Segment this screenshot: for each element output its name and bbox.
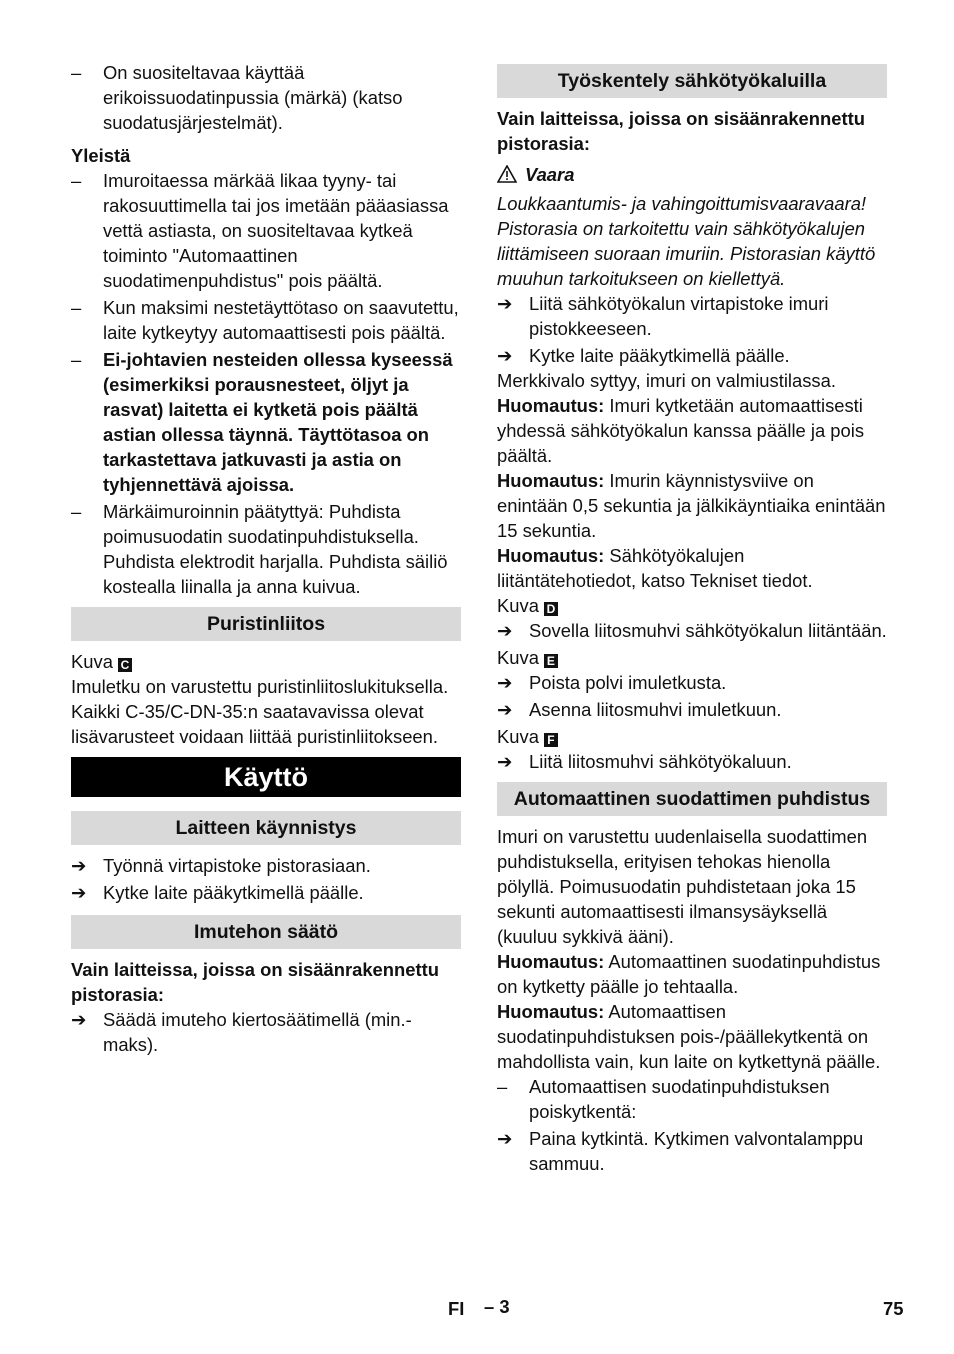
note-paragraph: Huomautus: Automaattinen suodatinpuhdistus on kytketty päälle jo tehtaalla.	[497, 951, 881, 997]
note-paragraph: Huomautus: Imuri kytketään automaattisesti yhdessä sähkötyökalun kanssa päälle ja pois päältä.	[497, 395, 865, 466]
list-item: – Automaattisen suodatinpuhdistuksen poiskytkentä:	[497, 1076, 830, 1122]
figure-reference: Kuva F	[497, 724, 887, 749]
imutehon-note: Vain laitteissa, joissa on sisäänrakennettu pistorasia:	[71, 959, 439, 1005]
section-heading-imutehon: Imutehon säätö	[71, 915, 461, 949]
step-item: ➔ Asenna liitosmuhvi imuletkuun.	[497, 699, 782, 720]
dash-marker: –	[497, 1076, 508, 1097]
dash-marker: –	[71, 297, 82, 318]
footer-page-number: 75	[883, 1298, 904, 1319]
figure-letter-badge: E	[544, 654, 558, 668]
section-heading-tyoskentely: Työskentely sähkötyökaluilla	[497, 64, 887, 98]
dash-marker: –	[71, 501, 82, 522]
puristin-text: Imuletku on varustettu puristinliitoslukituksella. Kaikki C-35/C-DN-35:n saatavavissa olevat lisävarusteet voidaan liittää puristinliitokseen.	[71, 676, 449, 747]
list-item-warning: – Ei-johtavien nesteiden ollessa kyseessä (esimerkiksi porausnesteet, öljyt ja rasvat) laitetta ei kytketä pois päältä astian ollessa täynnä. Täyttötasoa on tarkastettava jatkuvasti ja astia on tyhjennettävä ajoissa.	[71, 349, 453, 495]
right-column	[497, 60, 887, 1176]
auto-text: Imuri on varustettu uudenlaisella suodattimen puhdistuksella, erityisen tehokas hienolla pölyllä. Poimusuodatin puhdistetaan joka 15 sekunti automaattisesti ilmansysäyksellä (kuuluu sykkivä ääni).	[497, 826, 868, 947]
warning-triangle-icon	[497, 165, 517, 183]
note-paragraph: Huomautus: Automaattisen suodatinpuhdistuksen pois-/päällekytkentä on mahdollista vain, kun laite on kytkettynä päälle.	[497, 1001, 881, 1072]
arrow-icon: ➔	[497, 620, 513, 641]
note-paragraph: Huomautus: Sähkötyökalujen liitäntätehotiedot, katso Tekniset tiedot.	[497, 545, 813, 591]
yleista-heading: Yleistä	[71, 145, 131, 166]
arrow-icon: ➔	[71, 882, 87, 903]
dash-marker: –	[71, 349, 82, 370]
dash-marker: –	[71, 62, 82, 83]
note-paragraph: Huomautus: Imurin käynnistysviive on enintään 0,5 sekuntia ja jälkikäyntiaika enintään 15 sekuntia.	[497, 470, 886, 541]
step-item: ➔ Paina kytkintä. Kytkimen valvontalamppu sammuu.	[497, 1128, 864, 1174]
danger-text: Loukkaantumis- ja vahingoittumisvaaravaara! Pistorasia on tarkoitettu vain sähkötyökalujen liittämiseen suoraan imuriin. Pistorasian käyttö muuhun tarkoitukseen on kiellettyä.	[497, 193, 876, 289]
figure-reference: Kuva E	[497, 645, 887, 670]
list-item: – On suositeltavaa käyttää erikoissuodatinpussia (märkä) (katso suodatusjärjestelmät).	[71, 62, 403, 133]
step-item: ➔ Kytke laite pääkytkimellä päälle.	[497, 345, 790, 366]
figure-letter-badge: C	[118, 658, 132, 672]
merkkivalo-text: Merkkivalo syttyy, imuri on valmiustilassa.	[497, 370, 836, 391]
list-item: – Märkäimuroinnin päätyttyä: Puhdista poimusuodatin suodatinpuhdistuksella. Puhdista elektrodit harjalla. Puhdista säiliö kostealla liinalla ja anna kuivua.	[71, 501, 448, 597]
arrow-icon: ➔	[71, 1009, 87, 1030]
step-item: ➔ Liitä liitosmuhvi sähkötyökaluun.	[497, 751, 792, 772]
tyosk-note: Vain laitteissa, joissa on sisäänrakennettu pistorasia:	[497, 108, 865, 154]
list-item: – Imuroitaessa märkää likaa tyyny- tai rakosuuttimella tai jos imetään pääasiassa vettä astiasta, on suositeltavaa kytkeä toiminto "Automaattinen suodatimenpuhdistus" pois päältä.	[71, 170, 449, 291]
figure-letter-badge: D	[544, 602, 558, 616]
step-item: ➔ Kytke laite pääkytkimellä päälle.	[71, 882, 364, 903]
figure-letter-badge: F	[544, 733, 558, 747]
arrow-icon: ➔	[497, 1128, 513, 1149]
section-heading-puristinliitos: Puristinliitos	[71, 607, 461, 641]
section-heading-kaynnistys: Laitteen käynnistys	[71, 811, 461, 845]
danger-label: Vaara	[497, 162, 887, 187]
figure-reference: Kuva D	[497, 593, 887, 618]
step-item: ➔ Säädä imuteho kiertosäätimellä (min.-maks).	[71, 1009, 412, 1055]
step-item: ➔ Liitä sähkötyökalun virtapistoke imuri pistokkeeseen.	[497, 293, 829, 339]
step-item: ➔ Sovella liitosmuhvi sähkötyökalun liitäntään.	[497, 620, 887, 641]
footer-section-page: – 3	[484, 1296, 510, 1317]
footer-language: FI	[448, 1298, 465, 1319]
step-item: ➔ Poista polvi imuletkusta.	[497, 672, 727, 693]
section-heading-automaattinen: Automaattinen suodattimen puhdistus	[497, 782, 887, 816]
arrow-icon: ➔	[497, 293, 513, 314]
arrow-icon: ➔	[497, 345, 513, 366]
figure-reference: Kuva C	[71, 649, 461, 674]
arrow-icon: ➔	[497, 672, 513, 693]
dash-marker: –	[71, 170, 82, 191]
arrow-icon: ➔	[497, 751, 513, 772]
step-item: ➔ Työnnä virtapistoke pistorasiaan.	[71, 855, 371, 876]
arrow-icon: ➔	[497, 699, 513, 720]
arrow-icon: ➔	[71, 855, 87, 876]
list-item: – Kun maksimi nestetäyttötaso on saavutettu, laite kytkeytyy automaattisesti pois päältä.	[71, 297, 459, 343]
chapter-heading-kaytto: Käyttö	[71, 757, 461, 797]
left-column	[71, 60, 461, 1057]
